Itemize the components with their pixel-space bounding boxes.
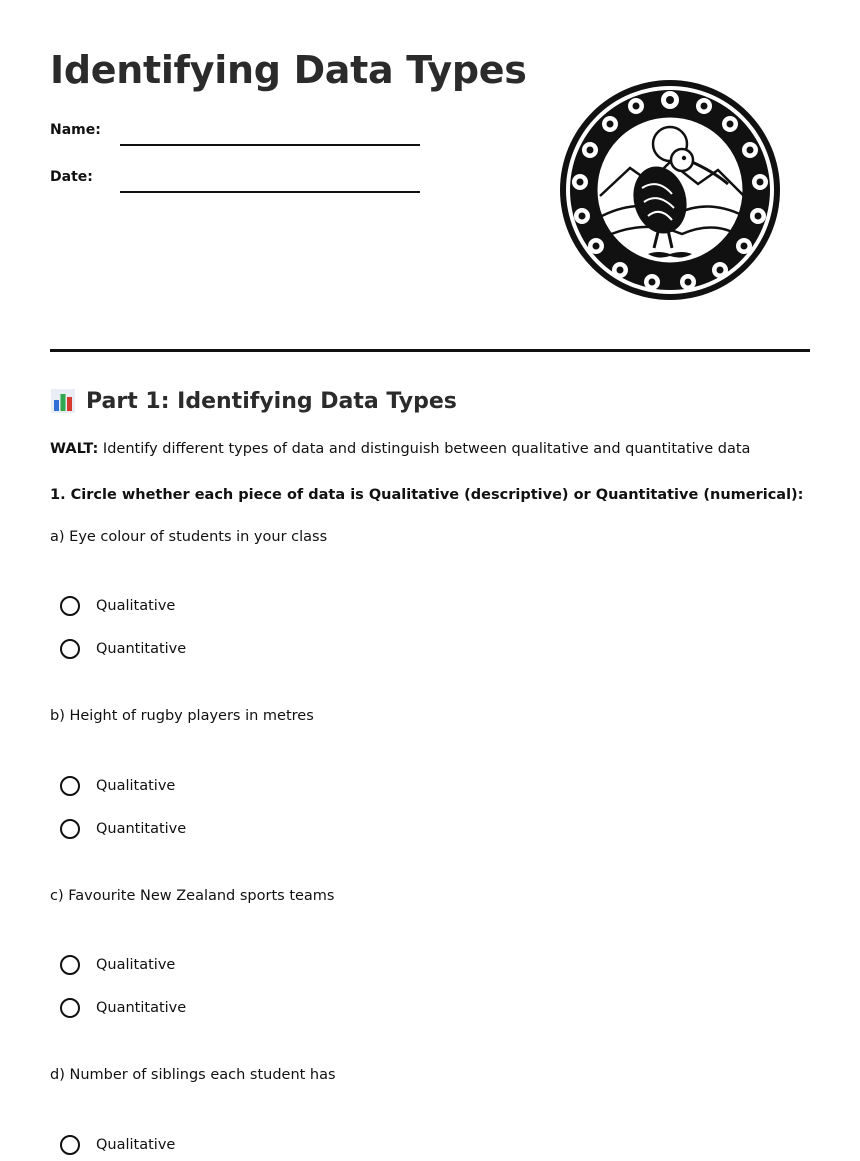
option-label: Qualitative [96, 778, 176, 794]
question-text: a) Eye colour of students in your class [50, 529, 328, 545]
name-input-line[interactable] [120, 144, 420, 146]
walt-statement [50, 441, 750, 457]
radio-circle[interactable] [60, 639, 80, 659]
date-label: Date: [50, 169, 93, 185]
date-field[interactable] [50, 169, 430, 199]
worksheet-page [50, 0, 810, 1161]
option-label: Quantitative [96, 1000, 187, 1016]
question-text: b) Height of rugby players in metres [50, 708, 314, 724]
radio-circle[interactable] [60, 776, 80, 796]
option-qualitative[interactable] [60, 773, 175, 799]
name-field[interactable] [50, 122, 430, 152]
radio-circle[interactable] [60, 596, 80, 616]
section-heading [50, 388, 457, 414]
walt-text: Identify different types of data and distinguish between qualitative and quantitative data [98, 441, 751, 457]
kiwi-emblem-logo [558, 78, 782, 302]
section-divider [50, 349, 810, 352]
date-input-line[interactable] [120, 191, 420, 193]
bar-chart-icon [50, 388, 76, 414]
name-label: Name: [50, 122, 101, 138]
option-qualitative[interactable] [60, 593, 175, 619]
option-label: Qualitative [96, 598, 176, 614]
option-quantitative[interactable] [60, 816, 186, 842]
question-text: c) Favourite New Zealand sports teams [50, 888, 335, 904]
walt-label: WALT: [50, 441, 99, 457]
option-quantitative[interactable] [60, 995, 186, 1021]
option-label: Quantitative [96, 641, 187, 657]
radio-circle[interactable] [60, 955, 80, 975]
option-label: Qualitative [96, 957, 176, 973]
question-instruction: 1. Circle whether each piece of data is Qualitative (descriptive) or Quantitative (numerical): [50, 487, 804, 503]
question-text: d) Number of siblings each student has [50, 1067, 336, 1083]
option-label: Quantitative [96, 821, 187, 837]
radio-circle[interactable] [60, 998, 80, 1018]
radio-circle[interactable] [60, 1135, 80, 1155]
option-quantitative[interactable] [60, 636, 186, 662]
radio-circle[interactable] [60, 819, 80, 839]
section-heading-text: Part 1: Identifying Data Types [86, 388, 457, 414]
page-title: Identifying Data Types [50, 48, 527, 92]
option-qualitative[interactable] [60, 1132, 175, 1158]
option-qualitative[interactable] [60, 952, 175, 978]
option-label: Qualitative [96, 1137, 176, 1153]
